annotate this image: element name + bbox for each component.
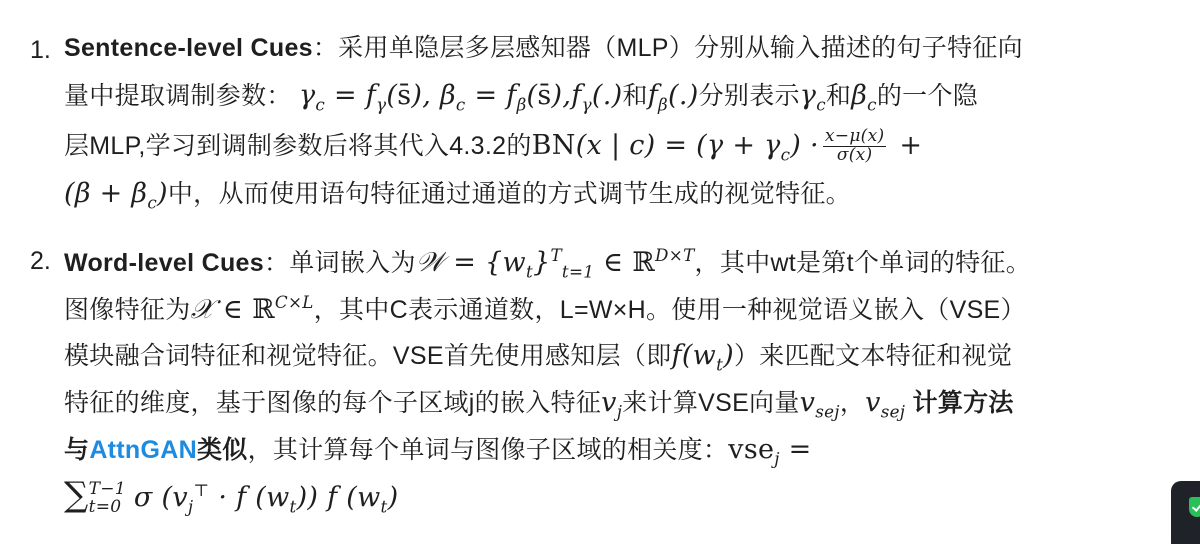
item1-formula-betac: $\beta_c$ (851, 80, 877, 115)
item2-line4-b: 来计算VSE向量 (622, 389, 800, 417)
item1-line2-d: 和 (825, 82, 852, 110)
item1-line2-e: 的一个隐 (876, 82, 979, 110)
item2-line1-b: ，其中wt是第t个单词的特征。 (694, 249, 1031, 277)
list-number-1: 1. (30, 36, 51, 64)
item2-formula-fw: $f(w_t)$ (671, 340, 734, 375)
item1-formula-beta-sum: $(\beta + \beta_c)$ (64, 178, 168, 213)
item2-line2 (64, 294, 1026, 323)
sum-limits: T−1 t=0 (88, 478, 126, 517)
item2-formula-vj: $v_j$ (601, 387, 623, 422)
item2-formula-image-feature: 𝒳 ∈ ℝ$^{C\times L}$ (190, 292, 314, 325)
item2-line4-bold: 计算方法 (912, 389, 1014, 417)
item1-line1 (64, 36, 1023, 61)
item1-formula-modulation: $\gamma_c$ = $f_\gamma(s̄)$, $\beta_c$ = $f_\beta(s̄),f_\gamma(.)$ (298, 80, 623, 115)
item2-line3-a: 模块融合词特征和视觉特征。VSE首先使用感知层（即 (64, 342, 672, 370)
item2-formula-vse-sum: ∑ T−1 t=0 σ ($v_j^⊤ \cdot f$ $(w_t)$) f $(w_t)$ (64, 475, 399, 517)
list-number-2: 2. (30, 247, 51, 275)
item1-line2-b: 和 (622, 82, 648, 110)
item1-line4-a: 中，从而使用语句特征通过通道的方式调节生成的视觉特征。 (167, 180, 851, 208)
item2-line1-a: ：单词嵌入为 (263, 249, 416, 277)
item1-formula-gammac: $\gamma_c$ (799, 80, 826, 115)
item2-line3 (64, 342, 1012, 373)
item1-fraction: $\frac{x-\mu(x)}{\sigma(x)}$ (824, 126, 885, 165)
item2-line5-bold1: 与 (64, 436, 90, 464)
shield-check-icon (1189, 497, 1200, 517)
item2-formula-vse-lhs: vse$_j$ = (728, 434, 812, 469)
attngan-link[interactable]: AttnGAN (89, 436, 197, 464)
item2-formula-vsej-1: $v_{sej}$ (799, 387, 840, 422)
item2-line4-a: 特征的维度，基于图像的每个子区域j的嵌入特征 (64, 389, 602, 417)
item2-formula-vsej-2: $v_{sej}$ (865, 387, 906, 422)
item1-line2-a: 量中提取调制参数： (64, 82, 292, 110)
item2-line2-a: 图像特征为 (64, 296, 191, 324)
item1-line1-text: ：采用单隐层多层感知器（MLP）分别从输入描述的句子特征向 (312, 34, 1023, 62)
item2-line5 (64, 436, 812, 467)
item1-line2 (64, 82, 978, 113)
item2-line1 (64, 247, 1031, 280)
item2-line6 (64, 475, 399, 517)
item1-formula-bn: BN(x | $c) = (\gamma + \gamma_c)$ · $\frac{x-\mu(x)}{\sigma(x)}$ + (531, 126, 923, 165)
item1-line4 (64, 180, 851, 211)
item2-line4-c: ， (839, 389, 866, 417)
floating-widget[interactable] (1171, 481, 1200, 544)
item2-line2-b: ，其中C表示通道数，L=W×H。使用一种视觉语义嵌入（VSE） (313, 296, 1026, 324)
item2-line5-bold2: 类似 (196, 436, 248, 464)
item2-line5-a: ，其计算每个单词与图像子区域的相关度： (247, 436, 729, 464)
item2-title: Word-level Cues (64, 249, 264, 277)
item1-line3 (64, 128, 922, 165)
item1-title: Sentence-level Cues (64, 34, 313, 62)
item1-line2-c: 分别表示 (698, 82, 800, 110)
item1-line3-a: 层MLP,学习到调制参数后将其代入4.3.2的 (64, 131, 532, 160)
item2-line3-b: ）来匹配文本特征和视觉 (733, 342, 1013, 370)
item2-formula-word-embedding: 𝒲 = $\{w_t\}^T_{t=1}$ ∈ ℝ$^{D\times T}$ (415, 245, 695, 282)
item1-formula-fbeta: $f_\beta(.)$ (647, 80, 699, 115)
item2-line4 (64, 389, 1014, 420)
